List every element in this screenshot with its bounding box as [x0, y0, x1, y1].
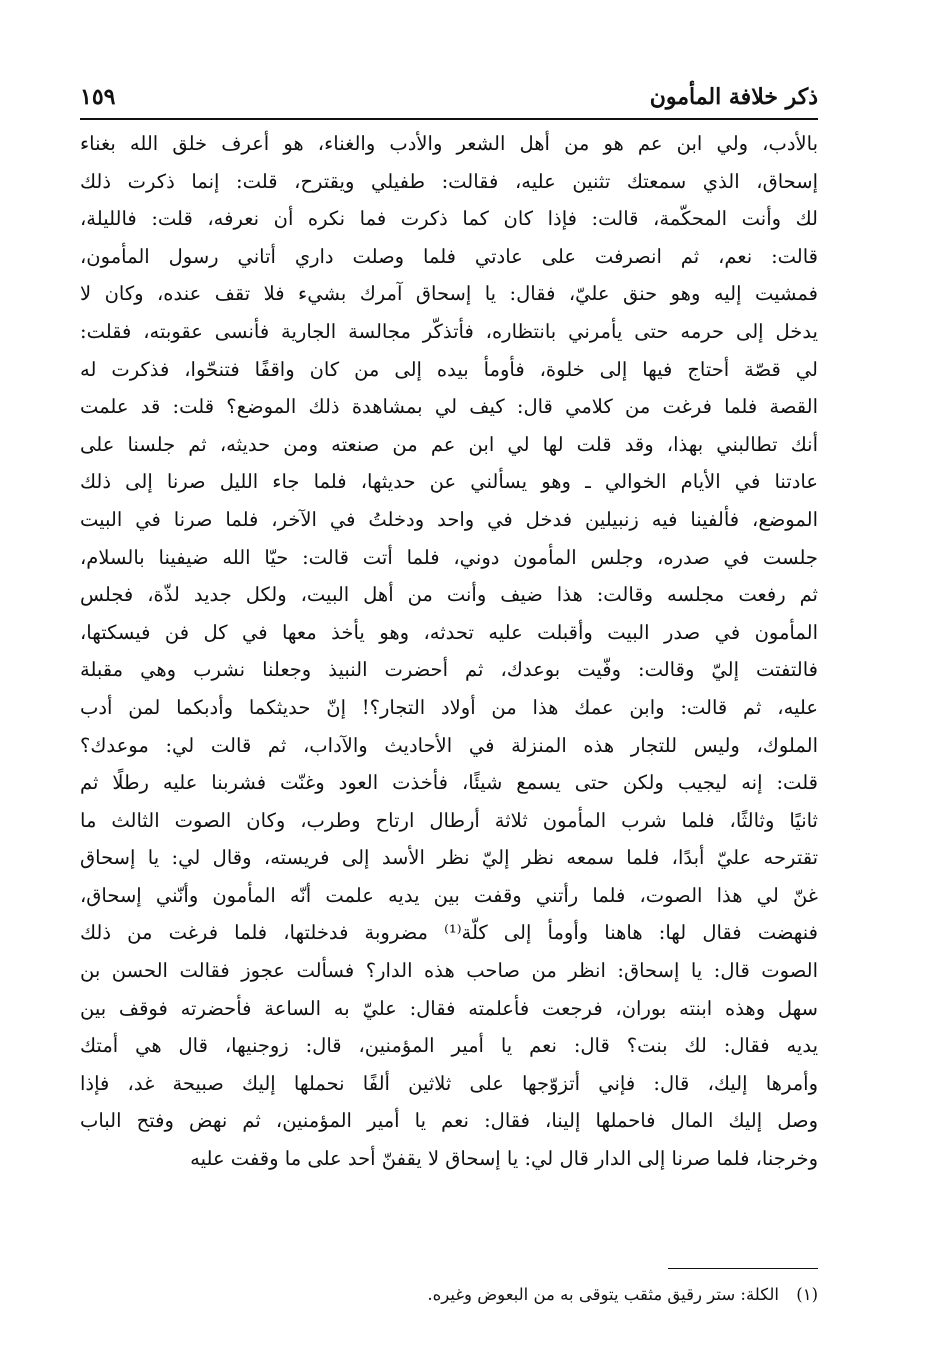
- running-title: ذكر خلافة المأمون: [649, 84, 818, 110]
- text-line: القصة فلما فرغت من كلامي قال: كيف لي بمشاهدة ذلك الموضع؟ قلت: قد علمت: [80, 395, 818, 419]
- text-line: وصل إليك المال فاحملها إلينا، فقال: نعم يا أمير المؤمنين، ثم نهض وفتح الباب: [80, 1109, 818, 1133]
- page-header: [80, 78, 818, 118]
- text-line: غنّ لي هذا الصوت، فلما رأتني وقفت بين يديه علمت أنّه المأمون وأنّني إسحاق،: [80, 883, 818, 907]
- text-line: ثم رفعت مجلسه وقالت: هذا ضيف وأنت من أهل البيت، ولكل جديد لذّة، فجلس: [80, 583, 818, 607]
- text-line: عليه، ثم قالت: وابن عمك هذا من أولاد التجار؟! إنّ حديثكما وأدبكما لمن أدب: [80, 695, 818, 719]
- text-line: لي قصّة أحتاج فيها إلى خلوة، فأومأ بيده إلى من كان واقفًا فتنحّوا، فذكرت له: [80, 357, 818, 381]
- text-line: قالت: نعم، ثم انصرفت على عادتي فلما وصلت داري أتاني رسول المأمون،: [80, 244, 818, 268]
- text-line: الصوت قال: يا إسحاق: انظر من صاحب هذه الدار؟ فسألت عجوز فقالت الحسن بن: [80, 959, 818, 983]
- text-line: جلست في صدره، وجلس المأمون دوني، فلما أتت قالت: حيّا الله ضيفينا بالسلام،: [80, 545, 818, 569]
- text-line: يديه فقال: لك بنت؟ قال: نعم يا أمير المؤمنين، قال: زوجنيها، قال هي أمتك: [80, 1034, 818, 1058]
- footnote-rule: [668, 1268, 818, 1269]
- text-line: تقترحه عليّ أبدًا، فلما سمعه نظر إليّ نظر الأسد إلى فريسته، وقال لي: يا إسحاق: [80, 846, 818, 870]
- header-rule: [80, 118, 818, 120]
- footnote-text: الكلة: ستر رقيق مثقب يتوقى به من البعوض وغيره.: [427, 1285, 779, 1304]
- text-line: لك وأنت المحكّمة، قالت: فإذا كان كما ذكرت فما نكره أن نعرفه، قلت: فالليلة،: [80, 207, 818, 231]
- body-text: [80, 125, 818, 1178]
- text-line: المأمون في صدر البيت وأقبلت عليه تحدثه، وهو يأخذ معها في كل فن فيسكتها،: [80, 620, 818, 644]
- footnote-mark: (١): [796, 1285, 818, 1304]
- text-line: سهل وهذه ابنته بوران، فرجعت فأعلمته فقال: عليّ به الساعة فأحضرته فوقف بين: [80, 996, 818, 1020]
- text-line: بالأدب، ولي ابن عم هو من أهل الشعر والأدب والغناء، هو أعرف خلق الله بغناء: [80, 132, 818, 155]
- text-line: يدخل إلى حرمه حتى يأمرني بانتظاره، فأتذكّر مجالسة الجارية فأنسى عقوبته، فقلت:: [80, 319, 818, 343]
- text-line: وأمرها إليك، قال: فإني أتزوّجها على ثلاثين ألفًا نحملها إليك صبيحة غد، فإذا: [80, 1071, 818, 1095]
- text-line: الموضع، فألفينا فيه زنبيلين فدخل في واحد ودخلتُ في الآخر، فلما صرنا في البيت: [80, 507, 818, 531]
- text-line: الملوك، وليس للتجار هذه المنزلة في الأحاديث والآداب، ثم قالت لي: موعدك؟: [80, 733, 818, 757]
- text-line: عادتنا في الأيام الخوالي ـ وهو يسألني عن حديثها، فلما جاء الليل صرنا إلى ذلك: [80, 470, 818, 494]
- text-line: فمشيت إليه وهو حنق عليّ، فقال: يا إسحاق آمرك بشيء فلا تقف عنده، وكان لا: [80, 282, 818, 306]
- text-line: ثانيًا وثالثًا، فلما شرب المأمون ثلاثة أرطال ارتاح وطرب، وكان الصوت الثالث ما: [80, 808, 818, 832]
- text-line: فنهضت فقال لها: هاهنا وأومأ إلى كلّة⁽¹⁾ مضروبة فدخلتها، فلما فرغت من ذلك: [80, 921, 818, 945]
- text-line: قلت: إنه ليجيب ولكن حتى يسمع شيئًا، فأخذت العود وغنّت فشربنا عليه رطلًا ثم: [80, 771, 818, 795]
- text-line: فالتفتت إليّ وقالت: وفّيت بوعدك، ثم أحضرت النبيذ وجعلنا نشرب وهي مقبلة: [80, 658, 818, 682]
- text-line: أنك تطالبني بهذا، وقد قلت لها لي ابن عم من صنعته ومن حديثه، ثم جلسنا على: [80, 432, 818, 456]
- text-line: إسحاق، الذي سمعتك تثنين عليه، فقالت: طفيلي ويقترح، قلت: إنما ذكرت ذلك: [80, 169, 818, 193]
- footnote: [80, 1282, 818, 1308]
- text-line: وخرجنا، فلما صرنا إلى الدار قال لي: يا إسحاق لا يقفنّ أحد على ما وقفت عليه: [190, 1147, 818, 1171]
- page-number: ١٥٩: [80, 84, 116, 110]
